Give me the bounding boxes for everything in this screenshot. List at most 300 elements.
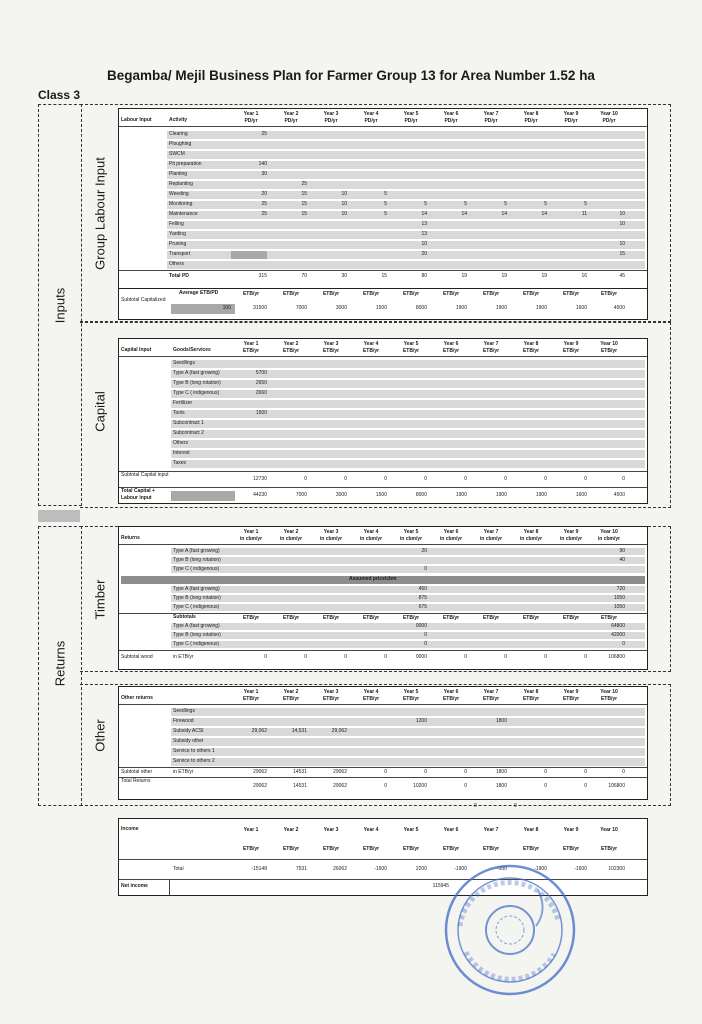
unit-header: ETB/yr [402,348,420,354]
unit-header: ETB/yr [322,846,340,852]
capital-row-label: Seedlings [173,360,195,366]
unit-header: ETB/yr [402,846,420,852]
total-returns-value: 0 [544,783,547,789]
labour-row-value: 14 [541,211,547,217]
row-rule [119,650,647,651]
other-row-value: 1200 [415,718,427,724]
subtotal-capitalized-value: 4500 [613,305,625,311]
other-row-value: 14,531 [291,728,307,734]
other-row-value: 29,062 [331,728,347,734]
capital-row-label: Subcontract 2 [173,430,204,436]
row-band [171,738,645,746]
total-pd-value: 19 [541,273,547,279]
total-pd-value: 45 [619,273,625,279]
other-row-label: Seedlings [173,708,195,714]
year-header: Year 3 [323,689,339,695]
unit-header: ETB/yr [282,846,300,852]
capital-subtotal-value: 0 [464,476,467,482]
labour-row-value: 15 [301,211,307,217]
labour-row-value: 13 [421,221,427,227]
total-shade [171,491,235,501]
labour-row-value: 5 [544,201,547,207]
unit-header: ETB/yr [482,348,500,354]
subtotal-wood-value: 0 [304,654,307,660]
year-header: Year 3 [323,529,339,535]
year-header: Year 2 [283,341,299,347]
year-header: Year 8 [523,111,539,117]
subtotals-label: Subtotals [173,614,196,620]
year-header: Year 3 [323,111,339,117]
row-band [171,440,645,448]
row-rule [119,471,647,472]
subtotal-other-value: 29062 [253,769,267,775]
unit-header: ETB/yr [282,348,300,354]
labour-row-value: 5 [424,201,427,207]
year-header: Year 10 [600,341,618,347]
column-header: Other returns [121,695,153,701]
unit-header: ETB/yr [322,615,340,621]
labour-row-label: Ploughing [169,141,192,147]
subtotal-other-value: 0 [384,769,387,775]
unit-header: PD/yr [404,118,418,124]
year-header: Year 1 [243,827,259,833]
total-pd-value: 70 [301,273,307,279]
subtotal-other-value: 0 [424,769,427,775]
total-pd-value: 80 [421,273,427,279]
year-header: Year 2 [283,111,299,117]
labour-table [118,108,648,290]
row-band [171,460,645,468]
below-zero-1: 0 [474,803,477,809]
income-total-value: 2200 [415,866,427,872]
labour-row-label: Others [169,261,185,267]
subtotal-capitalized-value: 3000 [335,305,347,311]
row-band [171,420,645,428]
subtotal-capitalized-value: 1900 [455,305,467,311]
total-pd-value: 15 [381,273,387,279]
income-total-value: -1900 [454,866,467,872]
year-header: Year 6 [443,529,459,535]
year-header: Year 4 [363,689,379,695]
unit-header: ETB/yr [282,291,300,297]
timber-volume-label: Type C ( indigenous) [173,566,220,572]
divider-block [38,510,80,522]
labour-row-label: Felling [169,221,184,227]
row-band [167,261,645,269]
unit-header: ETB/yr [322,291,340,297]
subtotal-wood-unit: in ETB/yr [173,654,194,660]
other-label: Other [92,719,108,752]
unit-header: ETB/yr [562,846,580,852]
subtotal-other-value: 29062 [333,769,347,775]
labour-row-value: 11 [581,211,587,217]
unit-header: ETB/yr [562,291,580,297]
capital-subtotal-value: 0 [584,476,587,482]
other-row-label: Firewood [173,718,194,724]
year-header: Year 5 [403,341,419,347]
unit-header: ETB/yr [322,696,340,702]
price-header: Assumed price/cbm [349,576,397,582]
subtotal-other-unit: in ETB/yr [173,769,194,775]
income-divider [169,879,170,895]
unit-header: PD/yr [244,118,258,124]
row-band [171,360,645,368]
total-capital-value: 1900 [455,492,467,498]
unit-header: ETB/yr [482,846,500,852]
unit-header: ETB/yr [600,348,618,354]
unit-header: ETB/yr [522,696,540,702]
timber-label: Timber [92,579,108,620]
timber-price-label: Type A (fast growing) [173,586,220,592]
timber-subtotal-label: Type C ( indigenous) [173,641,220,647]
total-pd-value: 19 [461,273,467,279]
row-band [171,708,645,716]
unit-header: ETB/yr [482,696,500,702]
labour-row-label: Planting [169,171,188,177]
capital-row-label: Interest [173,450,190,456]
labour-row-value: 30 [261,171,267,177]
unit-header: ETB/yr [242,696,260,702]
total-returns-label: Total Returns [121,778,151,784]
year-header: Year 3 [323,341,339,347]
unit-header: PD/yr [564,118,578,124]
year-header: Year 6 [443,111,459,117]
column-header: Labour Input [121,117,152,123]
unit-header: in cbm/yr [239,536,263,542]
unit-header: ETB/yr [362,348,380,354]
labour-row-value: 14 [501,211,507,217]
timber-subtotal-value: 0 [622,641,625,647]
timber-price-label: Type C ( indigenous) [173,604,220,610]
subtotal-capitalized-value: 1600 [575,305,587,311]
capital-table [118,338,648,504]
year-header: Year 8 [523,827,539,833]
unit-header: ETB/yr [282,696,300,702]
capital-row-value: 2650 [255,380,267,386]
subtotal-wood-value: 0 [464,654,467,660]
labour-row-value: 5 [504,201,507,207]
unit-header: in cbm/yr [559,536,583,542]
unit-header: in cbm/yr [597,536,621,542]
unit-header: ETB/yr [242,348,260,354]
unit-header: ETB/yr [600,615,618,621]
total-capital-value: 8000 [415,492,427,498]
column-header: Capital Input [121,347,152,353]
capital-subtotal-value: 0 [344,476,347,482]
timber-subtotal-value: 9000 [415,623,427,629]
subtotal-capitalized-value: 1500 [375,305,387,311]
subtotal-wood-value: 0 [344,654,347,660]
labour-row-value: 140 [258,161,267,167]
row-band [167,181,645,189]
labour-row-value: 10 [619,221,625,227]
year-header: Year 10 [600,529,618,535]
other-row-label: Subsidy other [173,738,204,744]
row-band [171,748,645,756]
unit-header: ETB/yr [322,348,340,354]
unit-header: PD/yr [484,118,498,124]
unit-header: PD/yr [364,118,378,124]
timber-subtotal-value: 0 [424,632,427,638]
income-total-value: -100 [496,866,507,872]
other-returns-table [118,686,648,800]
year-header: Year 5 [403,529,419,535]
row-rule [119,777,647,778]
unit-header: ETB/yr [402,291,420,297]
unit-header: PD/yr [524,118,538,124]
year-header: Year 9 [563,689,579,695]
unit-header: ETB/yr [242,615,260,621]
other-row-label: Subsidy ACSI [173,728,204,734]
timber-volume-value: 20 [421,548,427,554]
timber-subtotal-value: 42000 [611,632,625,638]
subtotal-wood-label: Subtotal wood [121,654,153,660]
page-title: Begamba/ Mejil Business Plan for Farmer Group 13 for Area Number 1.52 ha [107,68,595,83]
unit-header: ETB/yr [402,615,420,621]
year-header: Year 6 [443,827,459,833]
subtotal-other-value: 0 [584,769,587,775]
labour-row-label: Clearing [169,131,188,137]
labour-row-value: 5 [584,201,587,207]
subtotal-capitalized-value: 7000 [295,305,307,311]
unit-header: ETB/yr [242,291,260,297]
timber-price-value: 875 [418,595,427,601]
labour-row-value: 20 [421,251,427,257]
row-band [171,758,645,766]
unit-header: ETB/yr [522,291,540,297]
capital-row-label: Others [173,440,189,446]
year-header: Year 4 [363,827,379,833]
column-header: Returns [121,535,140,541]
row-band [171,400,645,408]
subtotal-other-value: 14531 [293,769,307,775]
unit-header: in cbm/yr [399,536,423,542]
subtotal-wood-value: 0 [264,654,267,660]
unit-header: ETB/yr [402,696,420,702]
unit-header: in cbm/yr [479,536,503,542]
timber-price-label: Type B (long rotation) [173,595,221,601]
subtotal-other-value: 0 [544,769,547,775]
labour-row-value: 10 [341,201,347,207]
subtotal-capitalized-value: 31500 [253,305,267,311]
year-header: Year 7 [483,827,499,833]
labour-row-label: Pruning [169,241,187,247]
unit-header: PD/yr [444,118,458,124]
unit-header: in cbm/yr [519,536,543,542]
timber-subtotal-value: 64800 [611,623,625,629]
subtotal-other-value: 0 [464,769,467,775]
total-pd-label: Total PD [169,273,189,279]
year-header: Year 6 [443,689,459,695]
class-label: Class 3 [38,88,81,102]
column-header: Activity [169,117,188,123]
labour-row-value: 15 [619,251,625,257]
timber-subtotal-value: 0 [424,641,427,647]
unit-header: ETB/yr [442,696,460,702]
unit-header: ETB/yr [522,846,540,852]
timber-subtotal-label: Type B (long rotation) [173,632,221,638]
subtotal-other-label: Subtotal other [121,769,153,775]
subtotal-capitalized-value: 1900 [535,305,547,311]
timber-volume-label: Type A (fast growing) [173,548,220,554]
total-capital-value: 44230 [253,492,267,498]
other-row-value: 29,062 [251,728,267,734]
labour-row-label: Replanting [169,181,193,187]
labour-row-label: SWCM [169,151,185,157]
inputs-label: Inputs [52,287,68,324]
year-header: Year 7 [483,341,499,347]
labour-row-value: 13 [421,231,427,237]
row-band [171,557,645,564]
total-returns-value: 14531 [293,783,307,789]
row-rule [119,270,647,271]
year-header: Year 10 [600,827,618,833]
timber-price-value: 1050 [613,604,625,610]
capital-subtotal-value: 0 [304,476,307,482]
subtotal-wood-value: 0 [544,654,547,660]
labour-row-value: 5 [384,201,387,207]
year-header: Year 2 [283,529,299,535]
total-capital-value: 4500 [613,492,625,498]
total-pd-value: 315 [258,273,267,279]
total-pd-value: 30 [341,273,347,279]
unit-header: ETB/yr [482,291,500,297]
year-header: Year 5 [403,111,419,117]
subtotal-capitalized-value: 8000 [415,305,427,311]
labour-row-value: 10 [341,191,347,197]
other-row-label: Service to others 2 [173,758,215,764]
capital-subtotal-value: 0 [504,476,507,482]
row-band [167,141,645,149]
unit-header: ETB/yr [600,291,618,297]
year-header: Year 8 [523,689,539,695]
unit-header: in cbm/yr [279,536,303,542]
timber-price-value: 675 [418,604,427,610]
total-returns-value: 106800 [608,783,625,789]
unit-header: ETB/yr [442,291,460,297]
capital-subtotal-label: Subtotal Capital input [121,472,169,478]
year-header: Year 7 [483,529,499,535]
labour-row-value: 5 [464,201,467,207]
year-header: Year 6 [443,341,459,347]
subtotal-wood-value: 106800 [608,654,625,660]
capital-subtotal-value: 12730 [253,476,267,482]
total-returns-value: 29062 [333,783,347,789]
capital-subtotal-value: 0 [424,476,427,482]
year-header: Year 5 [403,689,419,695]
capital-row-label: Type A (fast growing) [173,370,220,376]
year-header: Year 9 [563,341,579,347]
capital-row-label: Tools [173,410,185,416]
total-capital-value: 3000 [335,492,347,498]
income-total-value: 26062 [333,866,347,872]
unit-header: ETB/yr [562,615,580,621]
capital-subtotal-value: 0 [544,476,547,482]
timber-price-value: 450 [418,586,427,592]
total-returns-value: 10200 [413,783,427,789]
labour-row-value: 20 [261,191,267,197]
total-returns-value: 0 [464,783,467,789]
row-band [167,151,645,159]
labour-row-value: 5 [384,211,387,217]
unit-header: ETB/yr [362,696,380,702]
unit-header: in cbm/yr [319,536,343,542]
timber-volume-value: 40 [619,557,625,563]
unit-header: PD/yr [602,118,616,124]
subtotal-other-value: 0 [622,769,625,775]
unit-header: PD/yr [324,118,338,124]
total-returns-value: 1800 [495,783,507,789]
subtotal-wood-value: 0 [584,654,587,660]
year-header: Year 1 [243,111,259,117]
capital-row-label: Fertilizer [173,400,193,406]
unit-header: PD/yr [284,118,298,124]
unit-header: ETB/yr [442,348,460,354]
unit-header: ETB/yr [600,846,618,852]
unit-header: ETB/yr [600,696,618,702]
net-income-value: 115945 [432,883,449,889]
capital-subtotal-value: 0 [622,476,625,482]
labour-row-value: 15 [301,191,307,197]
total-pd-value: 16 [581,273,587,279]
transport-shade [231,251,267,259]
year-header: Year 10 [600,111,618,117]
timber-price-value: 720 [616,586,625,592]
total-capital-value: 1900 [495,492,507,498]
income-total-value: -1900 [534,866,547,872]
year-header: Year 9 [563,111,579,117]
labour-row-value: 10 [619,211,625,217]
year-header: Year 2 [283,827,299,833]
year-header: Year 4 [363,341,379,347]
header-rule [119,544,647,545]
other-row-value: 1800 [495,718,507,724]
row-rule [119,613,647,614]
labour-row-label: Maintenance [169,211,198,217]
capital-row-value: 2660 [255,390,267,396]
labour-subtotal-table [118,288,648,320]
header-rule [119,704,647,705]
unit-header: ETB/yr [362,291,380,297]
unit-header: ETB/yr [522,348,540,354]
labour-row-value: 25 [261,131,267,137]
subtotal-other-value: 1800 [495,769,507,775]
income-total-value: -15148 [251,866,267,872]
group-labour-label: Group Labour Input [92,157,108,270]
unit-header: ETB/yr [522,615,540,621]
year-header: Year 4 [363,111,379,117]
capital-row-value: 1500 [255,410,267,416]
year-header: Year 8 [523,529,539,535]
unit-header: ETB/yr [562,348,580,354]
unit-header: ETB/yr [362,846,380,852]
timber-subtotal-label: Type A (fast growing) [173,623,220,629]
unit-header: ETB/yr [282,615,300,621]
net-income-label: Net income [121,883,148,889]
capital-row-value: 5700 [255,370,267,376]
average-etb-label: Average ETB/PD [179,290,219,296]
total-capital-value: 1600 [575,492,587,498]
year-header: Year 5 [403,827,419,833]
unit-header: ETB/yr [482,615,500,621]
total-capital-value: 7000 [295,492,307,498]
row-band [171,450,645,458]
income-total-value: 7531 [295,866,307,872]
year-header: Year 9 [563,529,579,535]
column-header: Goods/Services [173,347,211,353]
total-returns-value: 0 [384,783,387,789]
average-etb-value: 100 [222,305,231,311]
